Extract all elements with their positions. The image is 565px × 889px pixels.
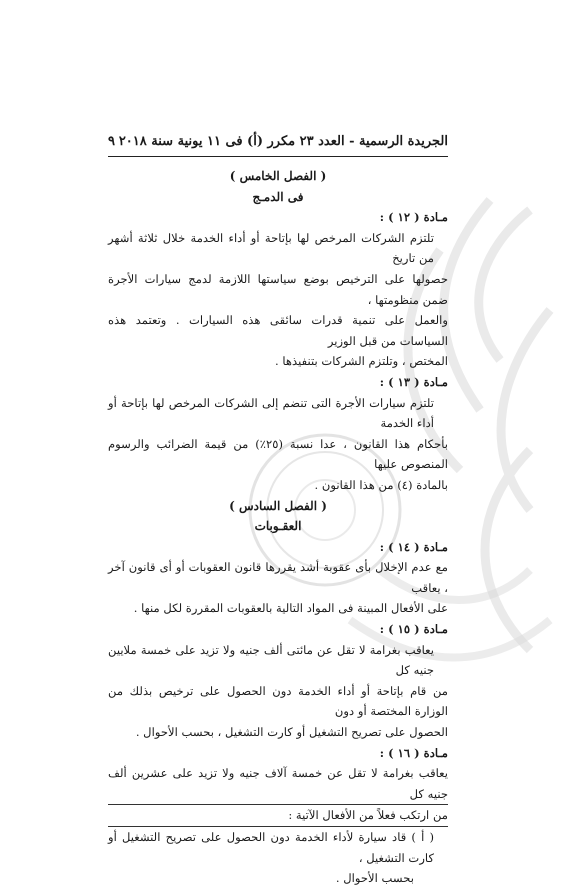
article-16-text bbox=[108, 763, 448, 889]
item-a-line: بحسب الأحوال . bbox=[335, 871, 414, 886]
text-line: المختص ، وتلتزم الشركات بتنفيذها . bbox=[274, 354, 448, 369]
document-body bbox=[108, 166, 448, 889]
text-line: على الأفعال المبينة فى المواد التالية بالعقوبات المقررة لكل منها . bbox=[133, 601, 448, 616]
chapter-6-title: ( الفصل السادس ) bbox=[229, 498, 327, 513]
header-title: الجريدة الرسمية - العدد ٢٣ مكرر (أ) فى ١١ يونية سنة ٢٠١٨ bbox=[118, 133, 448, 149]
text-line: الحصول على تصريح التشغيل أو كارت التشغيل ، بحسب الأحوال . bbox=[135, 725, 448, 740]
article-16-title: مـادة ( ١٦ ) : bbox=[379, 745, 448, 760]
article-14-text bbox=[108, 557, 448, 619]
article-12-title: مـادة ( ١٢ ) : bbox=[379, 210, 448, 225]
text-line: من ارتكب فعلاً من الأفعال الآتية : bbox=[108, 805, 448, 827]
article-15-title: مـادة ( ١٥ ) : bbox=[379, 622, 448, 637]
text-line: والعمل على تنمية قدرات سائقى هذه السيارات . وتعتمد هذه السياسات من قبل الوزير bbox=[108, 313, 448, 348]
article-14-title: مـادة ( ١٤ ) : bbox=[379, 539, 448, 554]
chapter-6-subtitle: العقـوبات bbox=[254, 519, 302, 534]
text-line: تلتزم الشركات المرخص لها بإتاحة أو أداء الخدمة خلال ثلاثة أشهر من تاريخ bbox=[108, 230, 434, 266]
article-13-text bbox=[108, 393, 448, 496]
text-line: بالمادة (٤) من هذا القانون . bbox=[314, 477, 448, 492]
page-header bbox=[108, 130, 448, 152]
text-line: مع عدم الإخلال بأى عقوبة أشد يقررها قانون العقوبات أو أى قانون آخر ، يعاقب bbox=[108, 560, 448, 595]
article-12-text bbox=[108, 228, 448, 372]
text-line: تلتزم سيارات الأجرة التى تنضم إلى الشركات المرخص لها بإتاحة أو أداء الخدمة bbox=[108, 395, 434, 431]
text-line: حصولها على الترخيص بوضع سياستها اللازمة لدمج سيارات الأجرة ضمن منظومتها ، bbox=[108, 271, 448, 307]
header-divider bbox=[108, 156, 448, 157]
text-line: من قام بإتاحة أو أداء الخدمة دون الحصول على ترخيص بذلك من الوزارة المختصة أو دون bbox=[108, 683, 448, 719]
chapter-5-title: ( الفصل الخامس ) bbox=[229, 169, 327, 183]
text-line: بأحكام هذا القانون ، عدا نسبة (٢٥٪) من قيمة الضرائب والرسوم المنصوص عليها bbox=[108, 436, 448, 472]
text-line: يعاقب بغرامة لا تقل عن مائتى ألف جنيه ولا تزيد على خمسة ملايين جنيه كل bbox=[108, 642, 434, 678]
page-number: ٩ bbox=[108, 133, 115, 149]
text-line: يعاقب بغرامة لا تقل عن خمسة آلاف جنيه ولا تزيد على عشرين ألف جنيه كل bbox=[108, 763, 448, 805]
article-15-text bbox=[108, 640, 448, 743]
chapter-5-subtitle: فى الدمـج bbox=[252, 189, 304, 204]
item-a-line: ( أ ) قاد سيارة لأداء الخدمة دون الحصول على تصريح التشغيل أو كارت التشغيل ، bbox=[108, 830, 434, 865]
article-13-title: مـادة ( ١٣ ) : bbox=[379, 374, 448, 389]
